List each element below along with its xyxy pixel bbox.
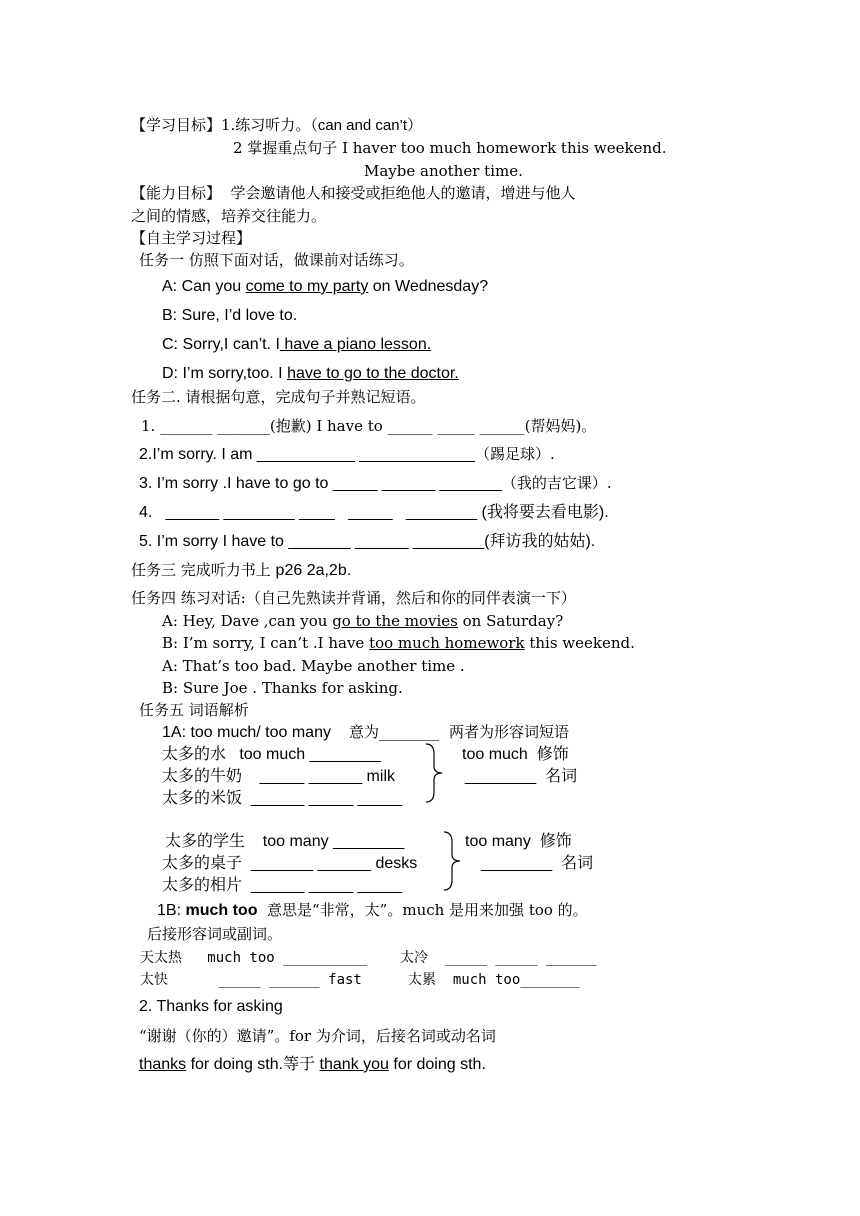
dialog1-a-text: A: Can you [162, 278, 246, 295]
exercise-3-text: 3. I’m sorry .I have to go to _____ ______ _______ [139, 475, 502, 492]
task4-heading: 任务四 练习对话:（自己先熟读并背诵，然后和你的同伴表演一下） [131, 589, 576, 607]
exercise-5-hint: (拜访我的姑姑). [484, 533, 596, 550]
goal-line-2: 2 掌握重点句子 I haver too much homework this weekend. [233, 139, 667, 157]
dialog2-b-text: B: I’m sorry, I can’t .I have [162, 634, 370, 652]
task1-heading: 任务一 仿照下面对话，做课前对话练习。 [139, 251, 414, 269]
goal-label: 【学习目标】1.练习听力。（ [131, 116, 318, 134]
thank-you-word: thank you [319, 1056, 389, 1073]
too-fast: 太快 _____ ______ fast [140, 972, 362, 988]
task3-pages: p26 2a,2b. [275, 562, 352, 579]
dialog1-d-underlined: have to go to the doctor. [287, 365, 459, 382]
word-1b [157, 900, 588, 921]
too-tired: 太累 much too_______ [408, 972, 580, 988]
thanks-heading: 2. Thanks for asking [139, 998, 283, 1015]
too-cold: 太冷 _____ _____ ______ [400, 950, 597, 966]
task2-heading: 任务二. 请根据句意，完成句子并熟记短语。 [131, 388, 426, 406]
exercise-5 [139, 531, 595, 552]
dialog2-b2: B: Sure Joe . Thanks for asking. [162, 679, 403, 697]
word-1b-phrase: much too [185, 902, 258, 919]
thanks-explanation: “谢谢（你的）邀请”。for 为介词，后接名词或动名词 [139, 1027, 496, 1045]
goal-can-cant: can and can’t [317, 117, 408, 134]
word-noun-1: ________ 名词 [465, 768, 578, 785]
word-1b-line-2: 后接形容词或副词。 [147, 925, 283, 943]
process-heading: 【自主学习过程】 [131, 229, 252, 247]
thanks-word: thanks [139, 1056, 187, 1073]
goal-line-3: Maybe another time. [364, 162, 523, 180]
exercise-4-hint: (我将要去看电影). [481, 504, 609, 521]
exercise-4-text: 4. ______ ________ ____ _____ ________ [139, 504, 482, 521]
thanks-usage-end: for doing sth. [388, 1056, 486, 1073]
dialog2-a2: A: That’s too bad. Maybe another time . [162, 657, 465, 675]
word-too-much-modifies: too much 修饰 [462, 746, 569, 763]
dialog2-b-text-end: this weekend. [524, 634, 635, 652]
exercise-2-text: 2.I’m sorry. I am ___________ _____________ [139, 446, 475, 463]
word-photos: 太多的相片 ______ _____ _____ [162, 877, 403, 894]
dialog1-c-underlined: have a piano lesson. [279, 336, 432, 353]
too-hot: 天太热 much too __________ [140, 950, 368, 966]
dialog2-a-text: A: Hey, Dave ,can you [162, 612, 333, 630]
dialog2-a-underlined: go to the movies [332, 612, 458, 630]
word-1b-label: 1B: [157, 902, 186, 919]
exercise-2 [139, 444, 555, 465]
task3-text: 任务三 完成听力书上 [131, 561, 276, 579]
dialog2-b [162, 633, 635, 653]
word-water: 太多的水 too much ________ [162, 746, 381, 763]
word-students: 太多的学生 too many ________ [165, 833, 405, 850]
dialog2-a [162, 611, 563, 631]
word-1a-meaning: 意为________ [348, 723, 439, 741]
exercise-2-hint: （踢足球）. [474, 445, 555, 463]
thanks-usage [139, 1055, 486, 1075]
dialog1-a [162, 277, 488, 297]
word-1a [162, 722, 569, 743]
ability-line-1: 【能力目标】 学会邀请他人和接受或拒绝他人的邀请，增进与他人 [131, 184, 576, 202]
exercise-3-hint: （我的吉它课）. [501, 474, 612, 492]
brace-icon [442, 830, 464, 892]
task5-heading: 任务五 词语解析 [139, 701, 249, 719]
word-1a-phrase: 1A: too much/ too many [162, 724, 331, 741]
dialog1-a-text-end: on Wednesday? [368, 278, 489, 295]
ability-line-2: 之间的情感，培养交往能力。 [131, 207, 327, 225]
word-noun-2: ________ 名词 [481, 855, 594, 872]
brace-icon [424, 742, 446, 804]
dialog1-d-text: D: I’m sorry,too. I [162, 365, 288, 382]
dialog1-a-underlined: come to my party [245, 278, 369, 295]
dialog2-a-text-end: on Saturday? [457, 612, 564, 630]
word-1b-explanation: 意思是“非常，太”。much 是用来加强 too 的。 [257, 901, 588, 919]
exercise-4 [139, 502, 609, 523]
dialog2-b-underlined: too much homework [369, 634, 525, 652]
dialog1-c [162, 335, 431, 355]
task3-heading [131, 560, 351, 581]
dialog1-d [162, 364, 459, 384]
exercise-5-text: 5. I’m sorry I have to _______ ______ ________ [139, 533, 485, 550]
goal-line-1 [131, 115, 422, 136]
word-1a-note: 两者为形容词短语 [449, 723, 570, 741]
word-rice: 太多的米饭 ______ _____ _____ [162, 790, 403, 807]
word-milk: 太多的牛奶 _____ ______ milk [162, 768, 395, 785]
dialog1-b: B: Sure, I’d love to. [162, 307, 298, 324]
exercise-3 [139, 473, 612, 494]
word-desks: 太多的桌子 _______ ______ desks [162, 855, 418, 872]
word-too-many-modifies: too many 修饰 [465, 833, 572, 850]
thanks-usage-text: for doing sth.等于 [186, 1056, 320, 1073]
goal-paren: ） [407, 116, 423, 134]
dialog1-c-text: C: Sorry,I can’t. I [162, 336, 280, 353]
exercise-1: 1. _______ _______(抱歉) I have to ______ _____ ______(帮妈妈)。 [141, 417, 597, 435]
